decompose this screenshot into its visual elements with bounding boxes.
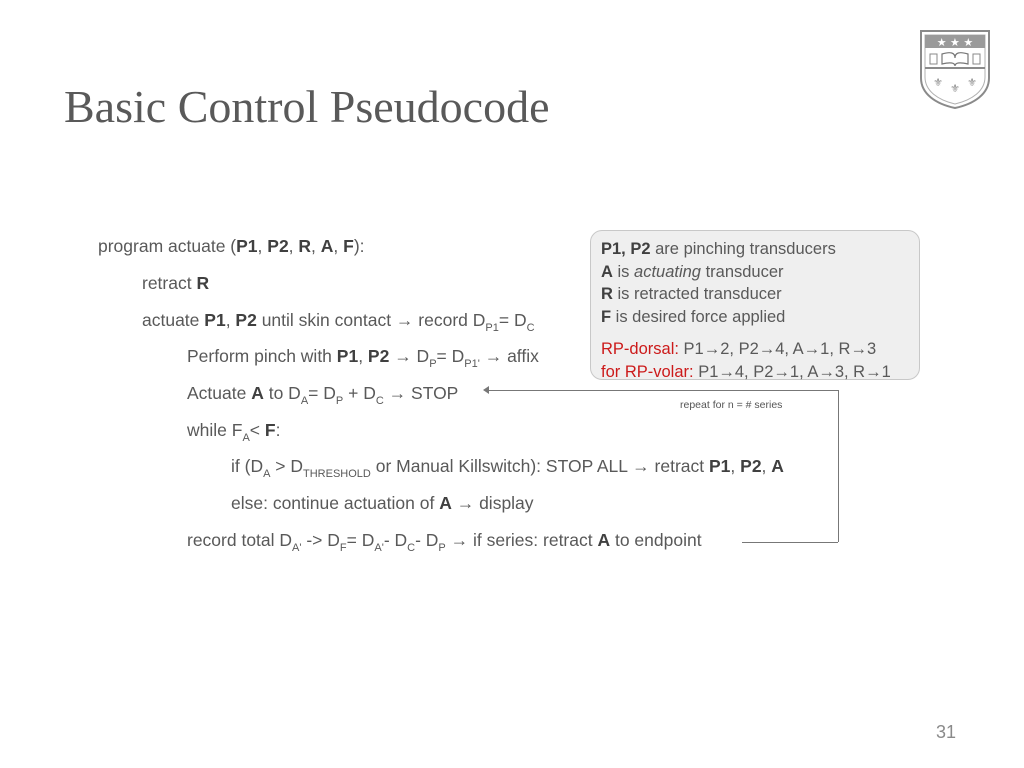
page-number: 31 (936, 722, 957, 742)
loop-bracket-bottom (742, 542, 838, 543)
note-line-pinching: P1, P2 are pinching transducers (601, 240, 836, 258)
note-line-rp-dorsal: RP-dorsal: P1→2, P2→4, A→1, R→3 (601, 340, 877, 358)
note-line-force: F is desired force applied (601, 307, 786, 326)
code-line-program: program actuate (P1, P2, R, A, F): (98, 236, 365, 256)
code-line-pinch: Perform pinch with P1, $P2 \to D_P= D_{P1'}$ → affix (187, 346, 539, 370)
code-line-retract: retract R (142, 273, 210, 293)
code-line-actuate-a: Actuate A to $D_A= D_P + D_C$ → STOP (187, 383, 459, 407)
loop-arrowhead-icon (483, 386, 489, 394)
code-line-if: if ($D_A > D_{THRESHOLD}$ or Manual Killswitch): STOP ALL → retract P1, P2, A (231, 456, 784, 480)
repeat-label: repeat for n = # series (680, 399, 783, 411)
code-line-record-total: record total $D_{A'} -> D_F= D_{A'}-$ $D_C-$ $D_P$ → if series: retract A to endpoint (187, 530, 702, 554)
loop-bracket-right (838, 390, 839, 542)
code-line-actuate: actuate P1, P2 until skin contact → record $D_{P1}= D_C$ (142, 310, 535, 334)
note-line-rp-volar: for RP-volar: P1→4, P2→1, A→3, R→1 (601, 362, 891, 381)
note-line-actuating: A is actuating transducer (601, 262, 784, 281)
loop-bracket-top (488, 390, 838, 391)
code-line-while: while $F_A< F$: (187, 420, 281, 444)
svg-text:★ ★ ★: ★ ★ ★ (936, 36, 974, 49)
slide-title: Basic Control Pseudocode (64, 81, 550, 132)
code-line-else: else: continue actuation of A → display (231, 493, 534, 513)
svg-text:⚜: ⚜ (950, 82, 960, 95)
svg-text:⚜: ⚜ (967, 76, 977, 89)
svg-text:⚜: ⚜ (933, 76, 943, 89)
note-line-retracted: R is retracted transducer (601, 285, 782, 303)
legend-note-box (590, 230, 920, 380)
